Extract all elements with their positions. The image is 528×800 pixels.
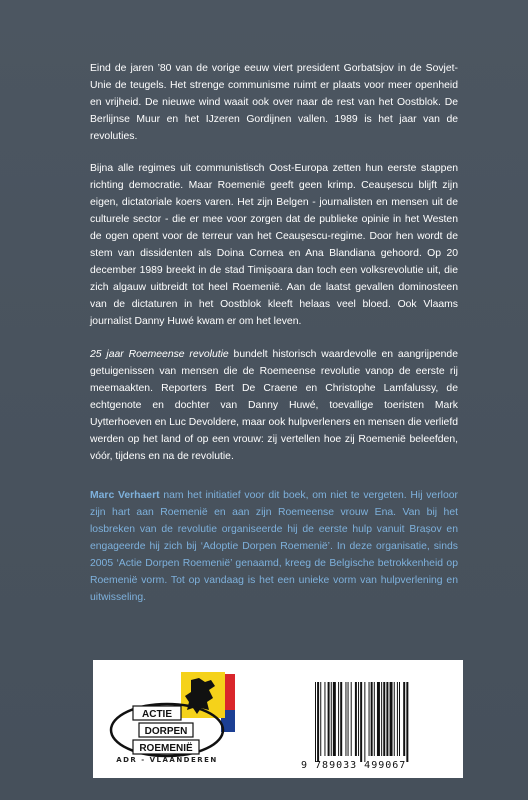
logo-line-3: ROEMENIË — [139, 743, 193, 754]
paragraph-book-rest: bundelt historisch waardevolle en aangrijpende getuigenissen van mensen die de Roemeense revolutie vanop de eerste rij meemaakten. Reporters Bert De Craene en Christophe Lamfalussy, de echtgenote en dochter van Danny Huwé, toevallige toeristen Mark Uytterhoeven en Luc Devoldere, maar ook hulpverleners en mensen die verliefd werden op het land of op een vrouw: zij vertellen hoe zij Roemenië beleefden, vóór, tijdens en na de revolutie. — [90, 349, 458, 462]
paragraph-romania-text: Bijna alle regimes uit communistisch Oost-Europa zetten hun eerste stappen richting democratie. Maar Roemenië geeft geen krimp. Ceaușescu blijft zijn eigen, dictatoriale koers varen. Het zijn Belgen - journalisten en mensen uit de culturele sector - die er mee voor zorgen dat de publieke opinie in het Westen de ogen opent voor de terreur van het Ceaușescu-regime. Door hen wordt de stem van dissidenten als Doina Cornea en Ana Blandiana gehoord. Op 20 december 1989 breekt in de stad Timișoara dan toch een volksrevolutie uit, die zich algauw uitbreidt tot heel Roemenië. Aan de laatst gevallen dominosteen van de dictaturen in het Oostblok kleeft helaas veel bloed. Ook Vlaams journalist Danny Huwé kwam er om het leven. — [90, 163, 458, 327]
adr-logo — [105, 668, 245, 768]
barcode-bar — [348, 682, 349, 756]
barcode-bar — [394, 682, 395, 756]
book-title: 25 jaar Roemeense revolutie — [90, 349, 229, 360]
barcode-bar — [351, 682, 352, 756]
paragraph-intro — [90, 60, 458, 145]
logo-caption: ADR - VLAANDEREN — [116, 756, 218, 764]
barcode-bar — [371, 682, 373, 756]
footer-panel — [93, 660, 463, 778]
barcode-bar — [369, 682, 370, 756]
barcode-bar — [403, 682, 405, 756]
barcode-bar — [340, 682, 342, 756]
barcode-bar — [377, 682, 380, 756]
paragraph-book-text — [90, 346, 458, 465]
barcode-bar — [328, 682, 330, 756]
paragraph-author-text — [90, 487, 458, 606]
barcode-bar — [383, 682, 385, 756]
barcode-bar — [320, 682, 321, 756]
paragraph-romania — [90, 160, 458, 330]
barcode-bar — [355, 682, 357, 756]
paragraph-author — [90, 487, 458, 606]
paragraph-book — [90, 346, 458, 465]
barcode-bar — [345, 682, 346, 756]
isbn-number: 9 789033 499067 — [301, 760, 407, 771]
barcode-bar — [360, 682, 362, 762]
paragraph-author-rest: nam het initiatief voor dit boek, om niet te vergeten. Hij verloor zijn hart aan Roemenië en aan zijn Roemeense vrouw Ena. Van bij het losbreken van de revolutie organiseerde hij de eerste hulp vanuit Brașov en engageerde hij zich bij ‘Adoptie Dorpen Roemenië’. In deze organisatie, sinds 2005 ‘Actie Dorpen Roemenië’ genaamd, kreeg de Belgische betrokkenheid op Roemenië vorm. Tot op vandaag is het een unieke vorm van hulpverlening en uitwisseling. — [90, 490, 458, 603]
barcode-bar — [333, 682, 336, 756]
barcode-bar — [324, 682, 325, 756]
barcode-bar — [358, 682, 359, 756]
paragraph-intro-text: Eind de jaren ’80 van de vorige eeuw viert president Gorbatsjov in de Sovjet-Unie de teugels. Het strenge communisme ruimt er plaats voor meer openheid en vrijheid. De nieuwe wind waait ook over naar de rest van het Oostblok. De Berlijnse Muur en het IJzeren Gordijnen vallen. 1989 is het jaar van de revoluties. — [90, 63, 458, 142]
barcode-bar — [386, 682, 388, 756]
barcode-bar — [331, 682, 332, 756]
barcode-bar — [399, 682, 400, 756]
barcode-bar — [381, 682, 382, 756]
barcode-bar — [364, 682, 365, 762]
barcode-bar — [397, 682, 398, 756]
barcode — [313, 678, 453, 766]
author-name: Marc Verhaert — [90, 490, 160, 501]
barcode-bar — [390, 682, 393, 756]
barcode-bar — [338, 682, 339, 756]
barcode-bar — [317, 682, 319, 762]
barcode-bar — [406, 682, 408, 762]
logo-line-1: ACTIE — [142, 709, 172, 720]
logo-line-2: DORPEN — [144, 726, 188, 737]
barcode-bar — [374, 682, 375, 756]
barcode-bar — [315, 682, 316, 762]
